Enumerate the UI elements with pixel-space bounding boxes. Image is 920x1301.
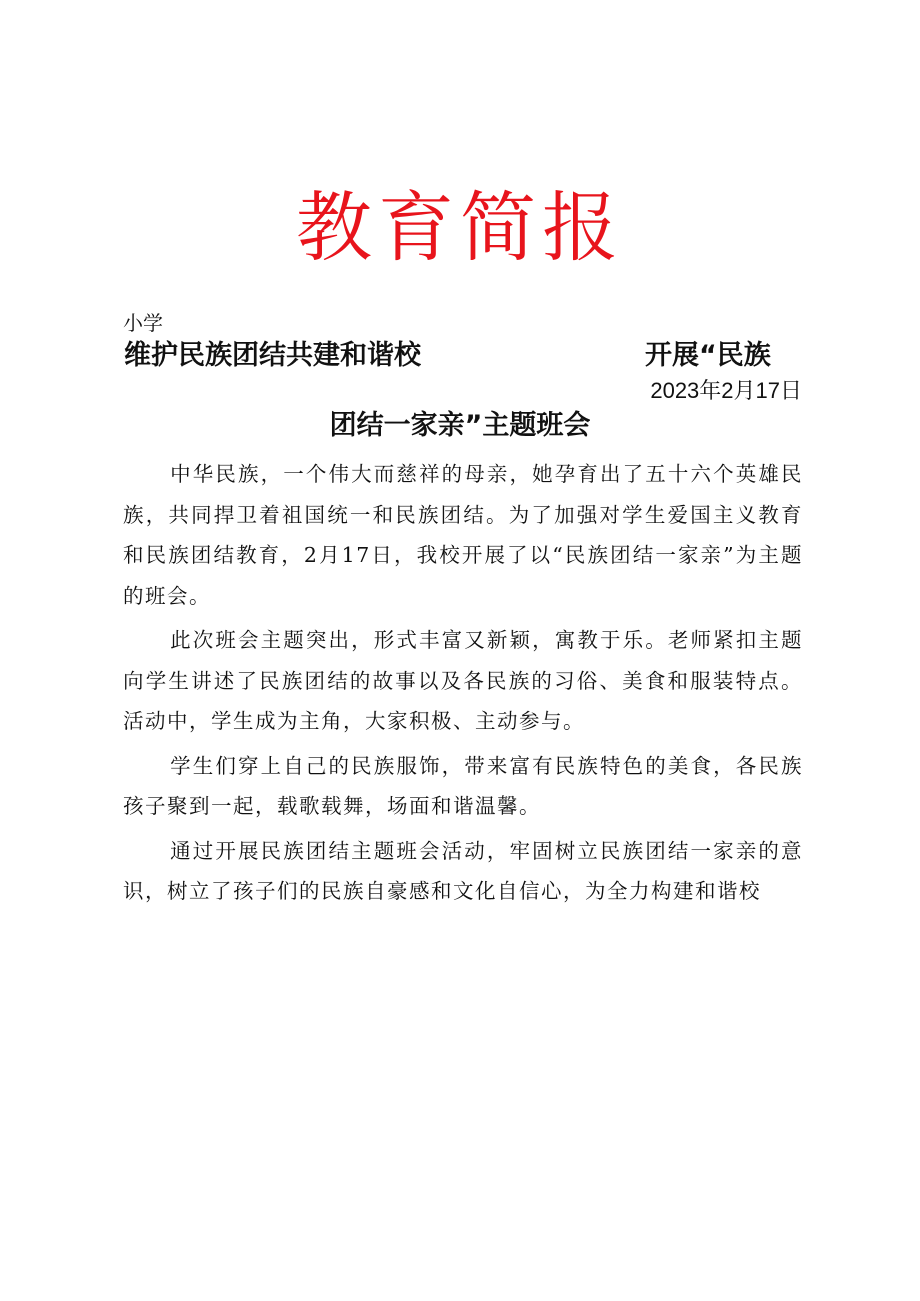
headline-part-3: 团结一家亲”主题班会 — [329, 410, 591, 441]
publish-date: 2023年2月17日 — [650, 378, 802, 403]
headline-part-2: 开展“民族 — [645, 340, 771, 371]
article-body — [123, 454, 803, 916]
masthead-title: 教育简报 — [296, 183, 624, 272]
paragraph: 中华民族，一个伟大而慈祥的母亲，她孕育出了五十六个英雄民族，共同捍卫着祖国统一和民族团结。为了加强对学生爱国主义教育和民族团结教育，2月17日，我校开展了以“民族团结一家亲”为主题的班会。 — [123, 462, 803, 608]
paragraph: 学生们穿上自己的民族服饰，带来富有民族特色的美食，各民族孩子聚到一起，载歌载舞，场面和谐温馨。 — [123, 753, 803, 818]
headline-part-1: 维护民族团结共建和谐校 — [124, 340, 421, 371]
paragraph: 此次班会主题突出，形式丰富又新颖，寓教于乐。老师紧扣主题向学生讲述了民族团结的故事以及各民族的习俗、美食和服装特点。活动中，学生成为主角，大家积极、主动参与。 — [123, 628, 803, 733]
issuer-label: 小学 — [123, 311, 163, 335]
paragraph: 通过开展民族团结主题班会活动，牢固树立民族团结一家亲的意识，树立了孩子们的民族自豪感和文化自信心，为全力构建和谐校 — [123, 838, 803, 903]
